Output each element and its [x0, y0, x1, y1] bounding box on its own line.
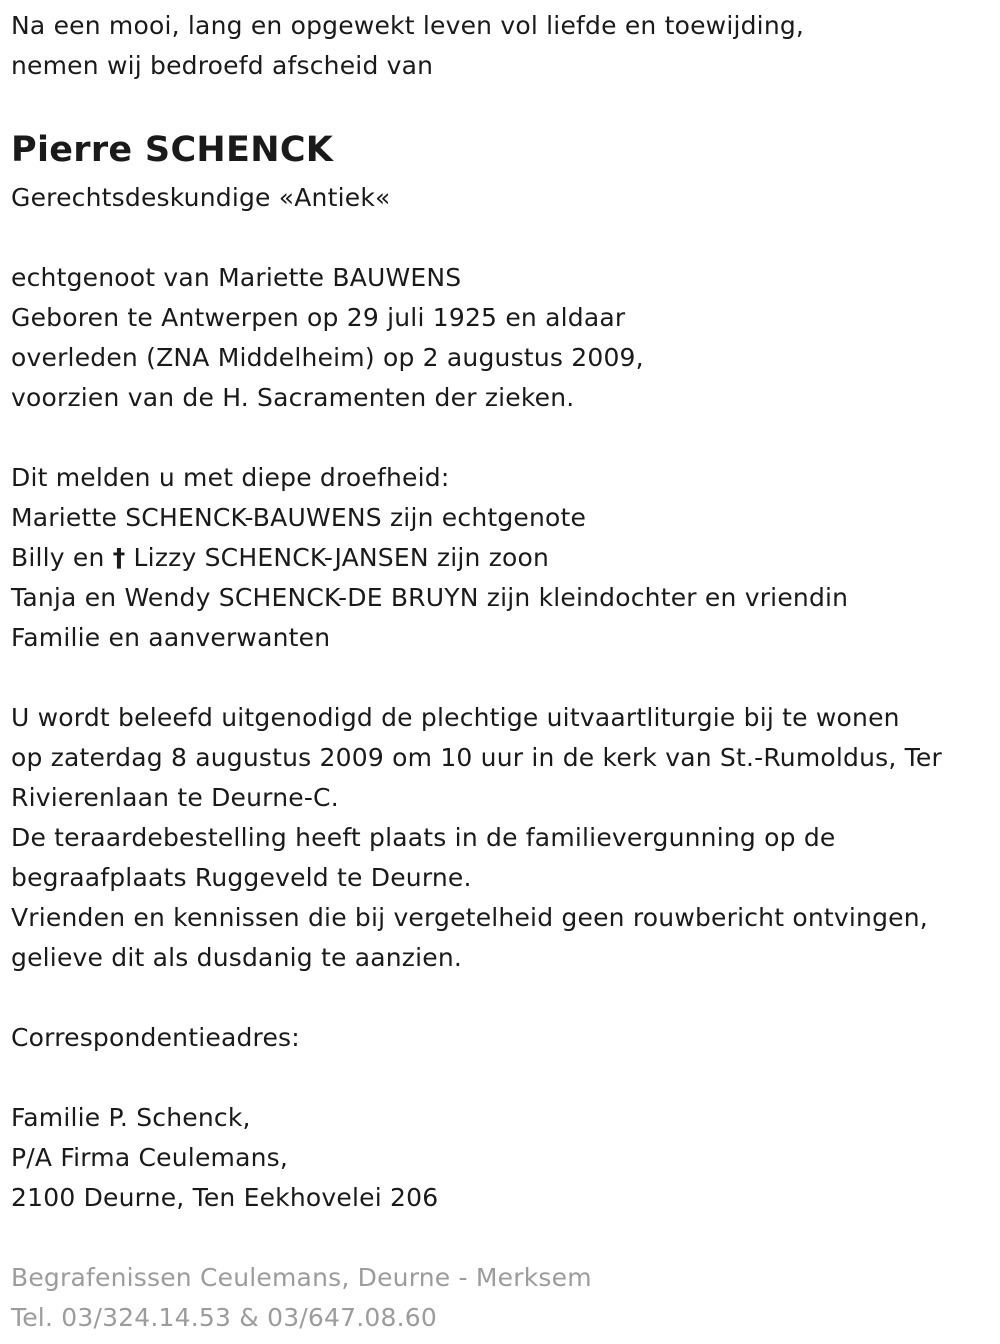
- announcement-spouse: Mariette SCHENCK-BAUWENS zijn echtgenote: [11, 503, 587, 532]
- funeral-home-name: Begrafenissen Ceulemans, Deurne - Merksem: [11, 1263, 592, 1292]
- announcement-family: Familie en aanverwanten: [11, 623, 331, 652]
- funeral-line: U wordt beleefd uitgenodigd de plechtige uitvaartliturgie bij te wonen: [11, 703, 900, 732]
- spacer: [11, 1218, 991, 1258]
- address-line: P/A Firma Ceulemans,: [11, 1143, 289, 1172]
- address-line: Familie P. Schenck,: [11, 1103, 251, 1132]
- cross-icon: †: [112, 543, 126, 572]
- funeral-line: Rivierenlaan te Deurne-C.: [11, 783, 339, 812]
- obituary-notice: [11, 6, 991, 1338]
- funeral-line: Vrienden en kennissen die bij vergetelheid geen rouwbericht ontvingen,: [11, 903, 928, 932]
- address-line: 2100 Deurne, Ten Eekhovelei 206: [11, 1183, 439, 1212]
- deceased-title: Gerechtsdeskundige «Antiek«: [11, 183, 391, 212]
- intro-line-2: nemen wij bedroefd afscheid van: [11, 51, 434, 80]
- funeral-home-phone: Tel. 03/324.14.53 & 03/647.08.60: [11, 1303, 437, 1332]
- spacer: [11, 978, 991, 1018]
- biography-line: echtgenoot van Mariette BAUWENS: [11, 263, 462, 292]
- biography-line: Geboren te Antwerpen op 29 juli 1925 en aldaar: [11, 303, 626, 332]
- funeral-line: op zaterdag 8 augustus 2009 om 10 uur in de kerk van St.-Rumoldus, Ter: [11, 743, 942, 772]
- spacer: [11, 1058, 991, 1098]
- correspondence-heading: Correspondentieadres:: [11, 1023, 300, 1052]
- funeral-line: De teraardebestelling heeft plaats in de familievergunning op de: [11, 823, 836, 852]
- funeral-line: begraafplaats Ruggeveld te Deurne.: [11, 863, 472, 892]
- spacer: [11, 418, 991, 458]
- biography-line: overleden (ZNA Middelheim) op 2 augustus 2009,: [11, 343, 644, 372]
- announcement-son: [11, 538, 991, 578]
- funeral-home-footer: [11, 1258, 991, 1338]
- spacer: [11, 658, 991, 698]
- announcement-son-before: Billy en: [11, 543, 113, 572]
- announcement-son-after: Lizzy SCHENCK-JANSEN zijn zoon: [125, 543, 550, 572]
- announcement-heading: Dit melden u met diepe droefheid:: [11, 463, 450, 492]
- announcement-granddaughter: Tanja en Wendy SCHENCK-DE BRUYN zijn kleindochter en vriendin: [11, 583, 849, 612]
- deceased-name: Pierre SCHENCK: [11, 130, 334, 170]
- biography-line: voorzien van de H. Sacramenten der zieken.: [11, 383, 575, 412]
- funeral-line: gelieve dit als dusdanig te aanzien.: [11, 943, 463, 972]
- spacer: [11, 218, 991, 258]
- intro-line-1: Na een mooi, lang en opgewekt leven vol liefde en toewijding,: [11, 11, 805, 40]
